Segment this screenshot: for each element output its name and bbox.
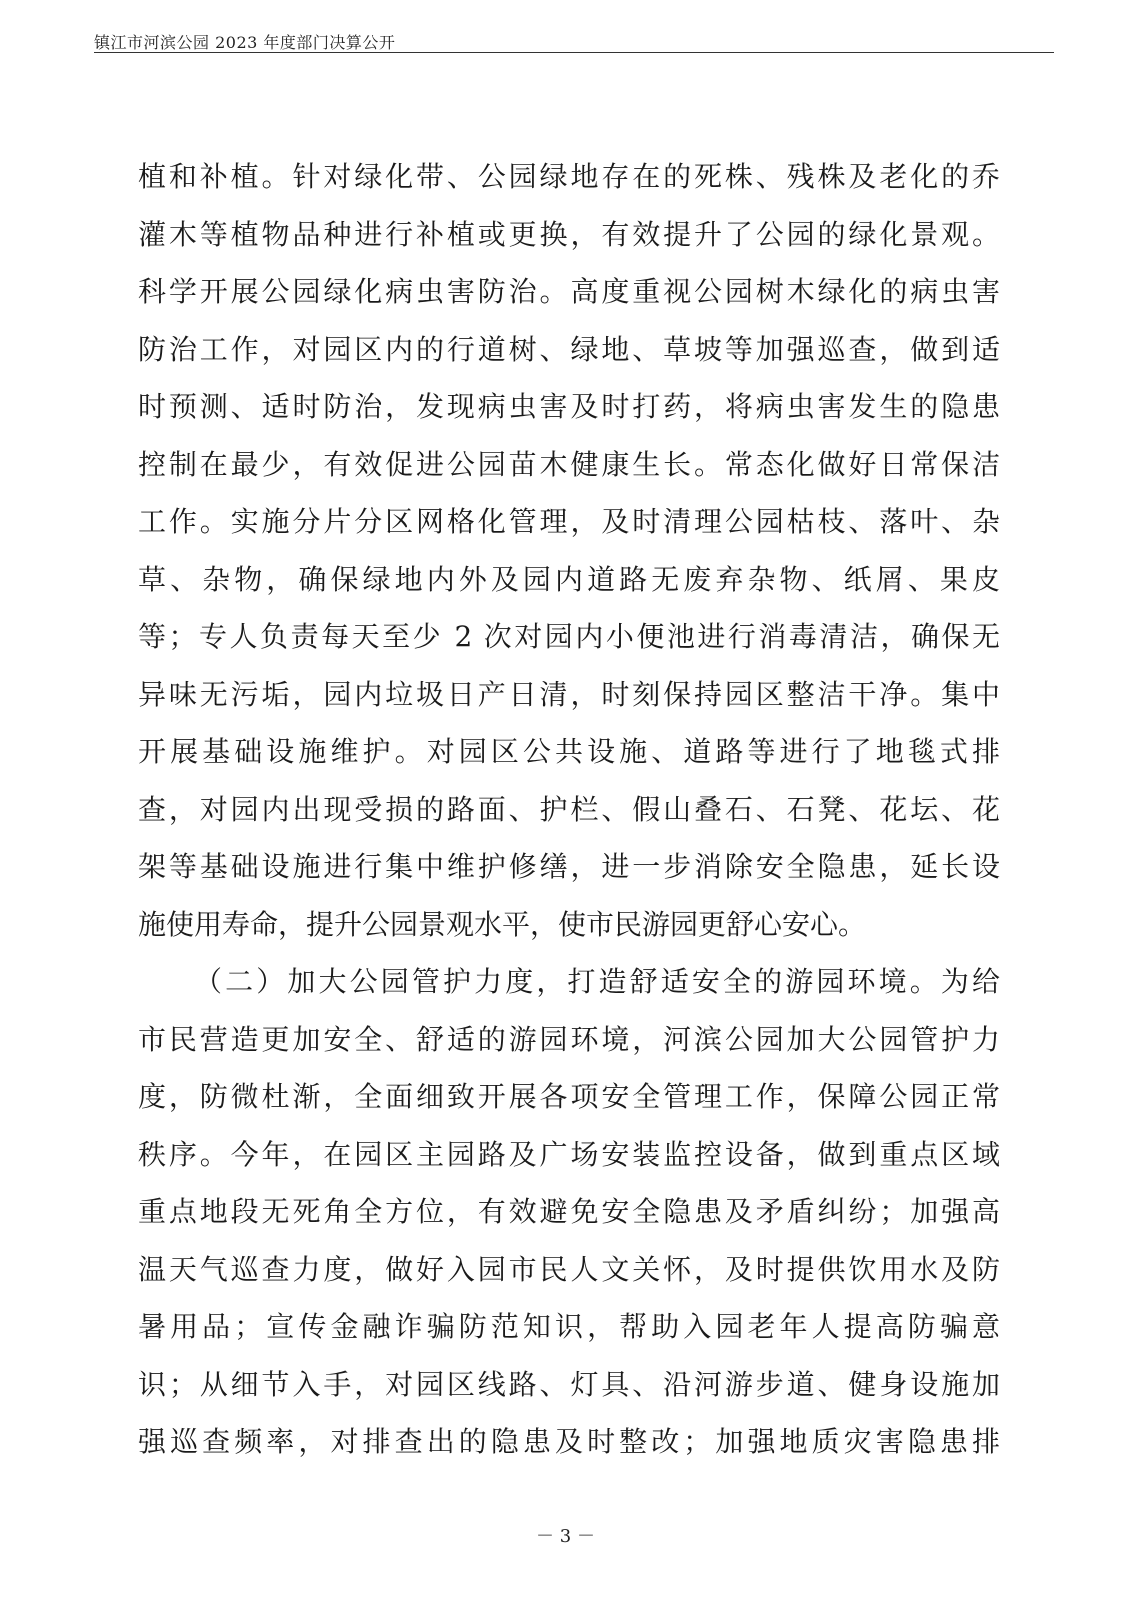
text-line: 查，对园内出现受损的路面、护栏、假山叠石、石凳、花坛、花 <box>138 792 1000 826</box>
text-line: 度，防微杜渐，全面细致开展各项安全管理工作，保障公园正常 <box>138 1080 1000 1113</box>
text-line: 等；专人负责每天至少 2 次对园内小便池进行消毒清洁，确保无 <box>138 620 1000 653</box>
text-line: 异味无污垢，园内垃圾日产日清，时刻保持园区整洁干净。集中 <box>138 677 1000 711</box>
text-line: 架等基础设施进行集中维护修缮，进一步消除安全隐患，延长设 <box>138 850 1000 883</box>
text-line: 防治工作，对园区内的行道树、绿地、草坡等加强巡查，做到适 <box>138 332 1000 366</box>
text-line: 灌木等植物品种进行补植或更换，有效提升了公园的绿化景观。 <box>138 217 1000 251</box>
text-line: 暑用品；宣传金融诈骗防范知识，帮助入园老年人提高防骗意 <box>138 1310 1000 1343</box>
paragraph-end-line: 施使用寿命，提升公园景观水平，使市民游园更舒心安心。 <box>138 907 867 941</box>
text-line: 识；从细节入手，对园区线路、灯具、沿河游步道、健身设施加 <box>138 1367 1000 1401</box>
text-line: 植和补植。针对绿化带、公园绿地存在的死株、残株及老化的乔 <box>138 160 1000 193</box>
text-line: 科学开展公园绿化病虫害防治。高度重视公园树木绿化的病虫害 <box>138 275 1000 308</box>
text-line: 草、杂物，确保绿地内外及园内道路无废弃杂物、纸屑、果皮 <box>138 562 1000 596</box>
header-divider <box>94 52 1054 53</box>
text-line: 市民营造更加安全、舒适的游园环境，河滨公园加大公园管护力 <box>138 1022 1000 1056</box>
text-line: 开展基础设施维护。对园区公共设施、道路等进行了地毯式排 <box>138 735 1000 768</box>
section-heading-line: （二）加大公园管护力度，打造舒适安全的游园环境。为给 <box>194 965 1000 998</box>
text-line: 时预测、适时防治，发现病虫害及时打药，将病虫害发生的隐患 <box>138 390 1000 423</box>
text-line: 控制在最少，有效促进公园苗木健康生长。常态化做好日常保洁 <box>138 447 1000 481</box>
text-line: 秩序。今年，在园区主园路及广场安装监控设备，做到重点区域 <box>138 1137 1000 1171</box>
body-text <box>138 148 1000 1471</box>
text-line: 重点地段无死角全方位，有效避免安全隐患及矛盾纠纷；加强高 <box>138 1195 1000 1228</box>
page-number: － 3 － <box>536 1526 595 1547</box>
page-header <box>94 28 1054 54</box>
text-line: 强巡查频率，对排查出的隐患及时整改；加强地质灾害隐患排 <box>138 1425 1000 1458</box>
text-line: 温天气巡查力度，做好入园市民人文关怀，及时提供饮用水及防 <box>138 1252 1000 1286</box>
text-line: 工作。实施分片分区网格化管理，及时清理公园枯枝、落叶、杂 <box>138 505 1000 538</box>
header-title: 镇江市河滨公园 2023 年度部门决算公开 <box>94 33 396 52</box>
